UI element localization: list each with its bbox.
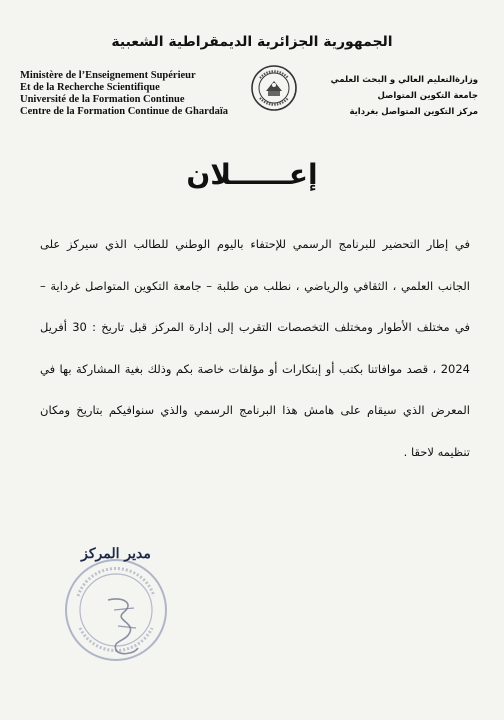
director-title: مدير المركز — [81, 546, 151, 562]
french-institution-header — [20, 70, 240, 118]
university-line-ar: جامعة التكوين المتواصل — [377, 91, 478, 101]
center-line: Centre de la Formation Continue de Ghardaïa — [20, 106, 229, 117]
university-line: Université de la Formation Continue — [20, 94, 185, 105]
announcement-body: في إطار التحضير للبرنامج الرسمي للإحتفاء باليوم الوطني للطالب الذي سيركز على الجانب العلمي ، الثقافي والرياضي ، نطلب من طلبة – جامعة التكوين المتواصل غرداية – في مختلف الأطوار ومختلف التخصصات التقرب إلى إدارة المركز قبل تاريخ : 30 أفريل 2024 ، قصد موافاتنا بكتب أو إبتكارات أو مؤلفات خاصة بكم وذلك بغية المشاركة بها في المعرض الذي سيقام على هامش هذا البرنامج الرسمي والذي سنوافيكم بتاريخ ومكان تنظيمه لاحقا . — [40, 237, 470, 459]
ministry-line-ar: وزارةالتعليم العالي و البحث العلمي — [330, 75, 478, 85]
arabic-institution-header — [298, 72, 478, 120]
university-seal-icon — [250, 64, 298, 112]
handwritten-signature-icon — [94, 590, 154, 660]
research-line: Et de la Recherche Scientifique — [20, 82, 160, 93]
republic-heading: الجمهورية الجزائرية الديمقراطية الشعبية — [111, 34, 393, 50]
ministry-line: Ministère de l’Enseignement Supérieur — [20, 70, 196, 81]
announcement-title: إعــــــلان — [186, 158, 318, 191]
center-line-ar: مركز التكوين المتواصل بغرداية — [349, 107, 478, 117]
